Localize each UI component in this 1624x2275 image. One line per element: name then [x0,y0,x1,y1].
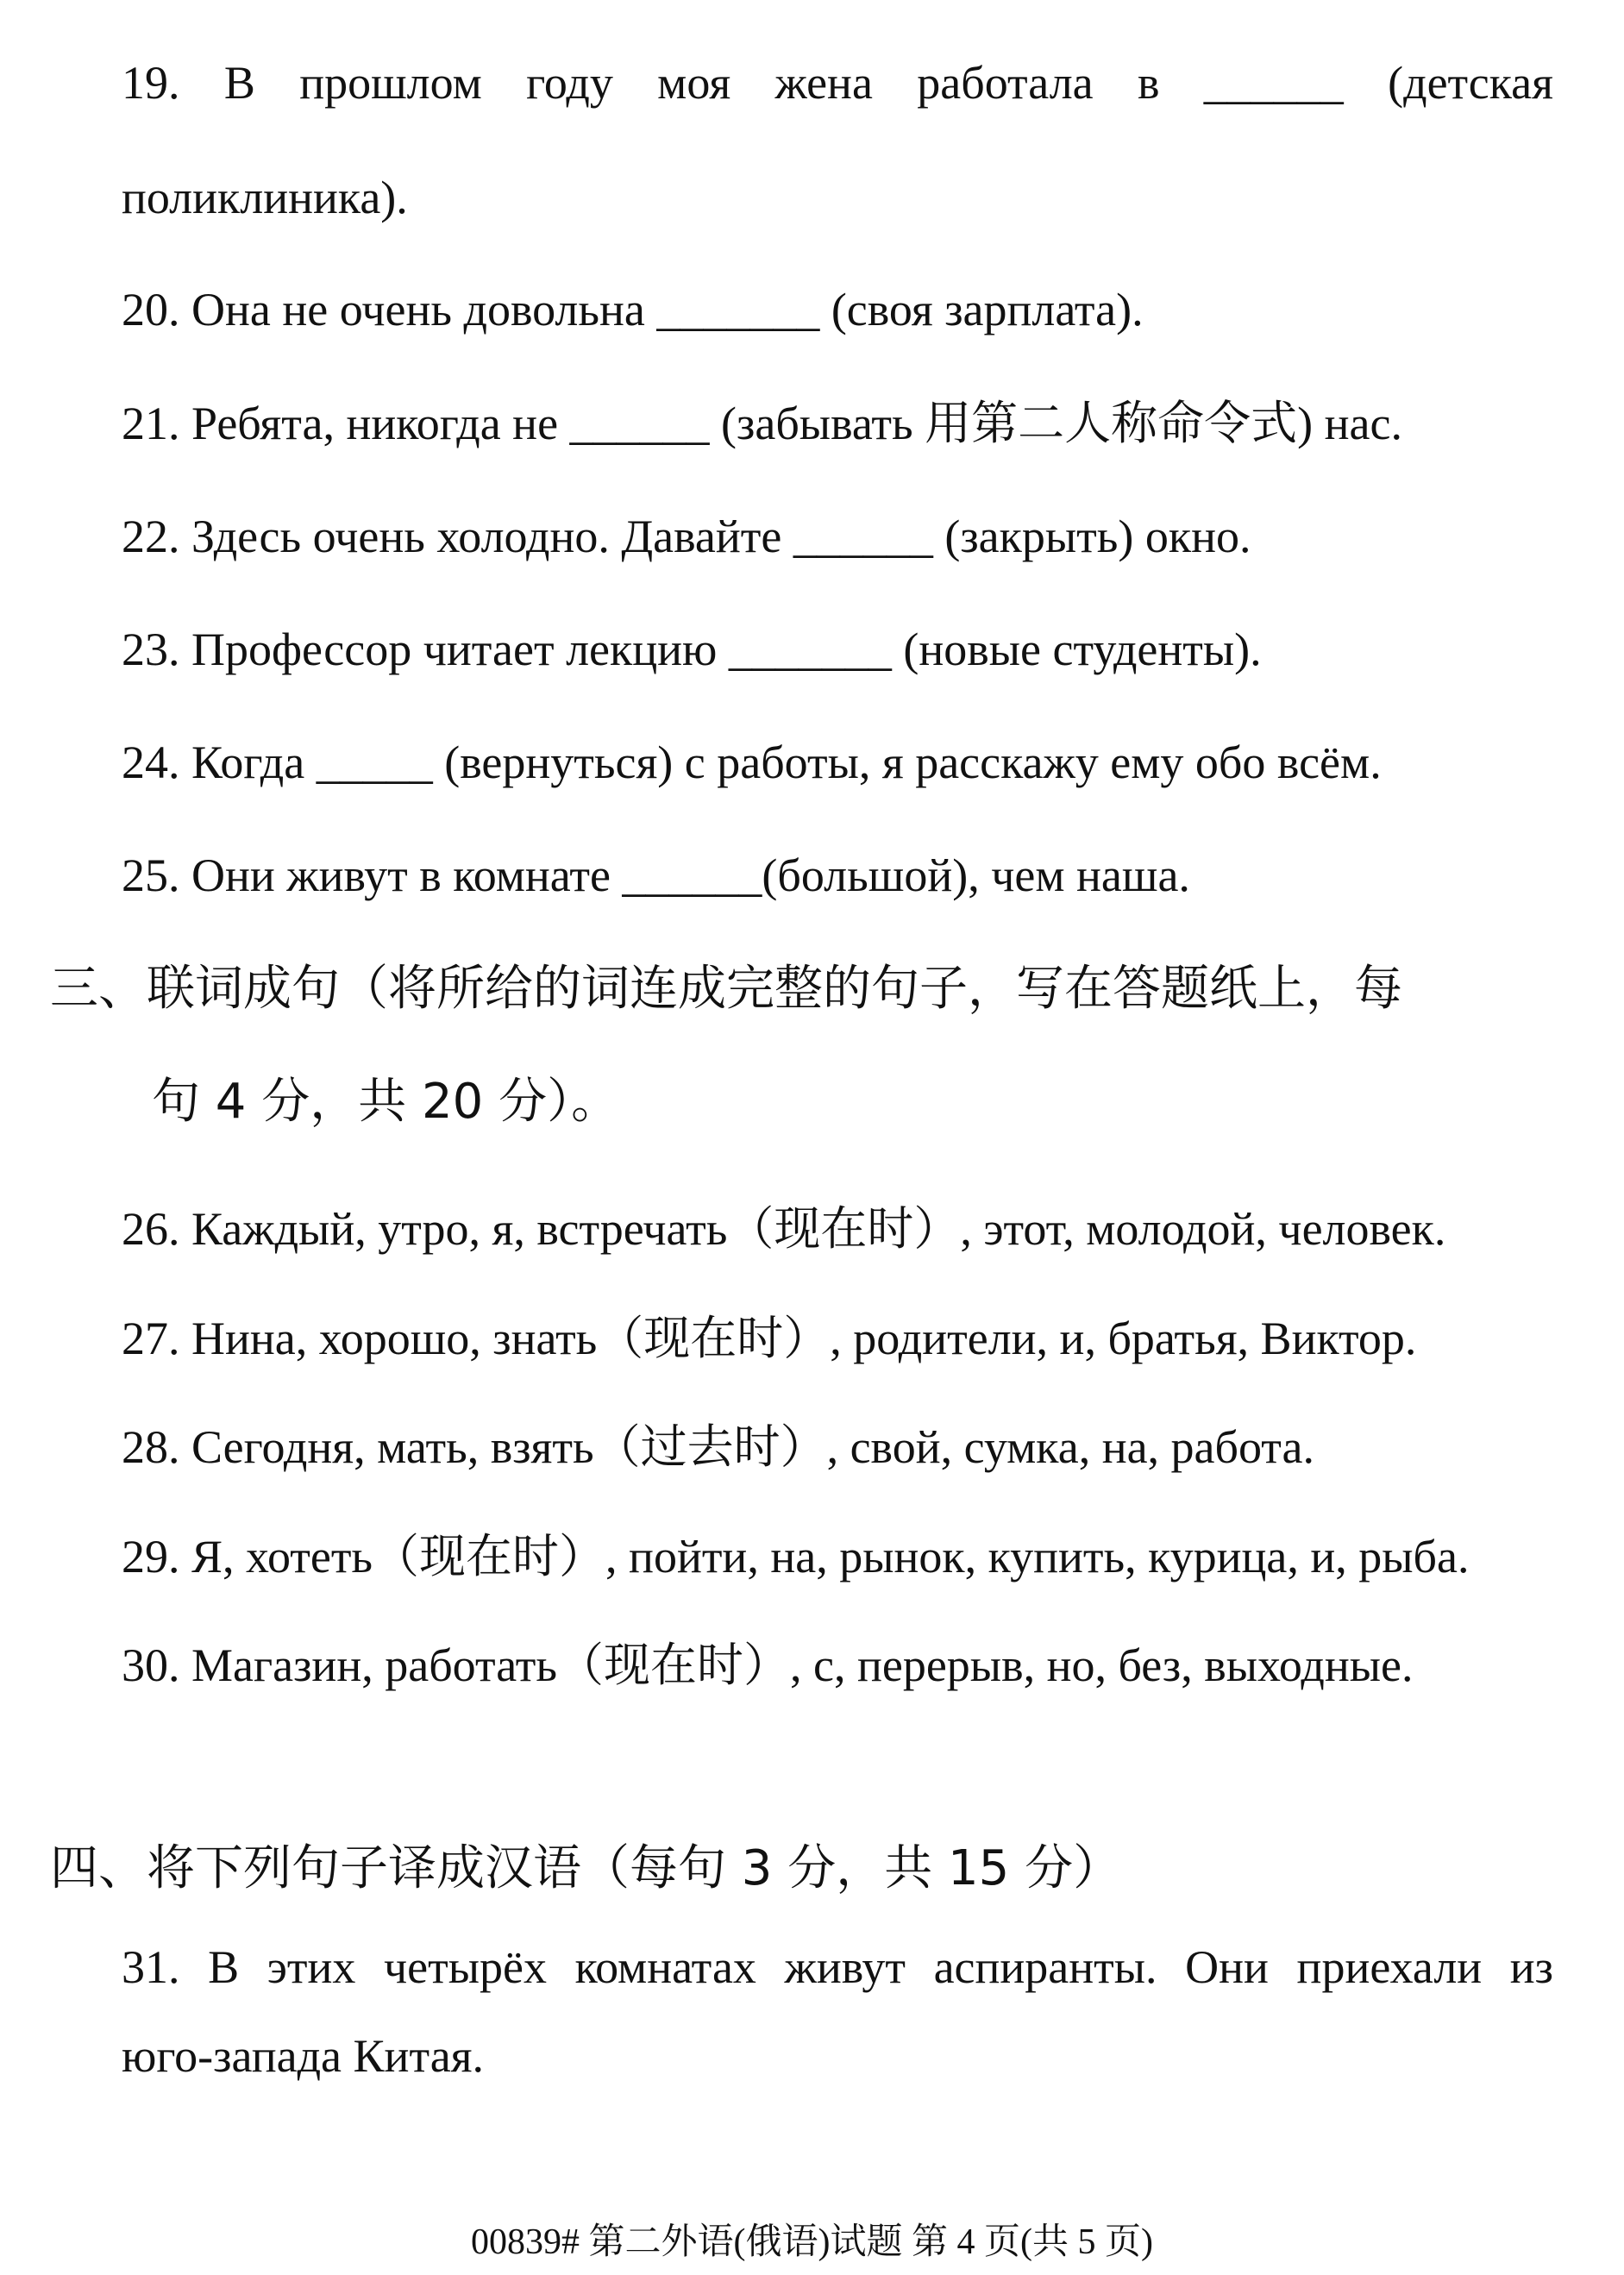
question-number: 29. [122,1531,180,1582]
question-text: В прошлом году моя жена работала в ______ (детская [223,57,1553,109]
question-text: В этих четырёх комнатах живут аспиранты. Они приехали из [208,1941,1553,1993]
question-number: 25. [122,849,180,901]
question-text: Они живут в комнате ______(большой), чем наша. [191,849,1190,901]
question-number: 22. [122,511,180,562]
question-text: Она не очень довольна _______ (своя зарплата). [191,284,1144,335]
question-text: Когда _____ (вернуться) с работы, я расскажу ему обо всём. [191,736,1382,788]
page-footer: 00839# 第二外语(俄语)试题 第 4 页(共 5 页) [471,2222,1153,2262]
question-text: Ребята, никогда не ______ (забывать 用第二人称命令式) нас. [191,398,1402,449]
question-number: 23. [122,624,180,675]
question-text: Сегодня, мать, взять（过去时）, свой, сумка, на, работа. [191,1421,1315,1473]
question-number: 19. [122,57,180,109]
section-3-heading: 三、联词成句（将所给的词连成完整的句子，写在答题纸上，每 [50,961,1402,1017]
question-20 [122,279,1144,340]
question-text: Каждый, утро, я, встречать（现在时）, этот, молодой, человек. [191,1203,1446,1255]
section-3-heading-continuation: 句 4 分，共 20 分）。 [152,1074,620,1130]
question-text: Магазин, работать（现在时）, с, перерыв, но, без, выходные. [191,1639,1414,1691]
question-number: 27. [122,1313,180,1364]
question-number: 21. [122,398,180,449]
question-24 [122,732,1382,793]
question-number: 24. [122,736,180,788]
question-22 [122,506,1251,567]
question-number: 31. [122,1941,180,1993]
question-number: 28. [122,1421,180,1473]
question-19-continuation: поликлиника). [122,172,408,223]
question-number: 20. [122,284,180,335]
question-27 [122,1308,1416,1369]
question-19 [122,53,1553,113]
question-30 [122,1635,1414,1695]
question-text: Здесь очень холодно. Давайте ______ (закрыть) окно. [191,511,1251,562]
question-25 [122,845,1190,906]
question-31 [122,1937,1553,1997]
question-23 [122,619,1262,680]
section-4-heading: 四、将下列句子译成汉语（每句 3 分，共 15 分） [50,1840,1122,1896]
question-text: Нина, хорошо, знать（现在时）, родители, и, братья, Виктор. [191,1313,1417,1364]
question-29 [122,1526,1469,1587]
question-28 [122,1417,1314,1477]
question-26 [122,1199,1445,1259]
question-number: 30. [122,1639,180,1691]
question-text: Профессор читает лекцию _______ (новые студенты). [191,624,1262,675]
question-number: 26. [122,1203,180,1255]
question-31-continuation: юго-запада Китая. [122,2030,485,2082]
question-text: Я, хотеть（现在时）, пойти, на, рынок, купить, курица, и, рыба. [191,1531,1470,1582]
question-21 [122,393,1402,454]
